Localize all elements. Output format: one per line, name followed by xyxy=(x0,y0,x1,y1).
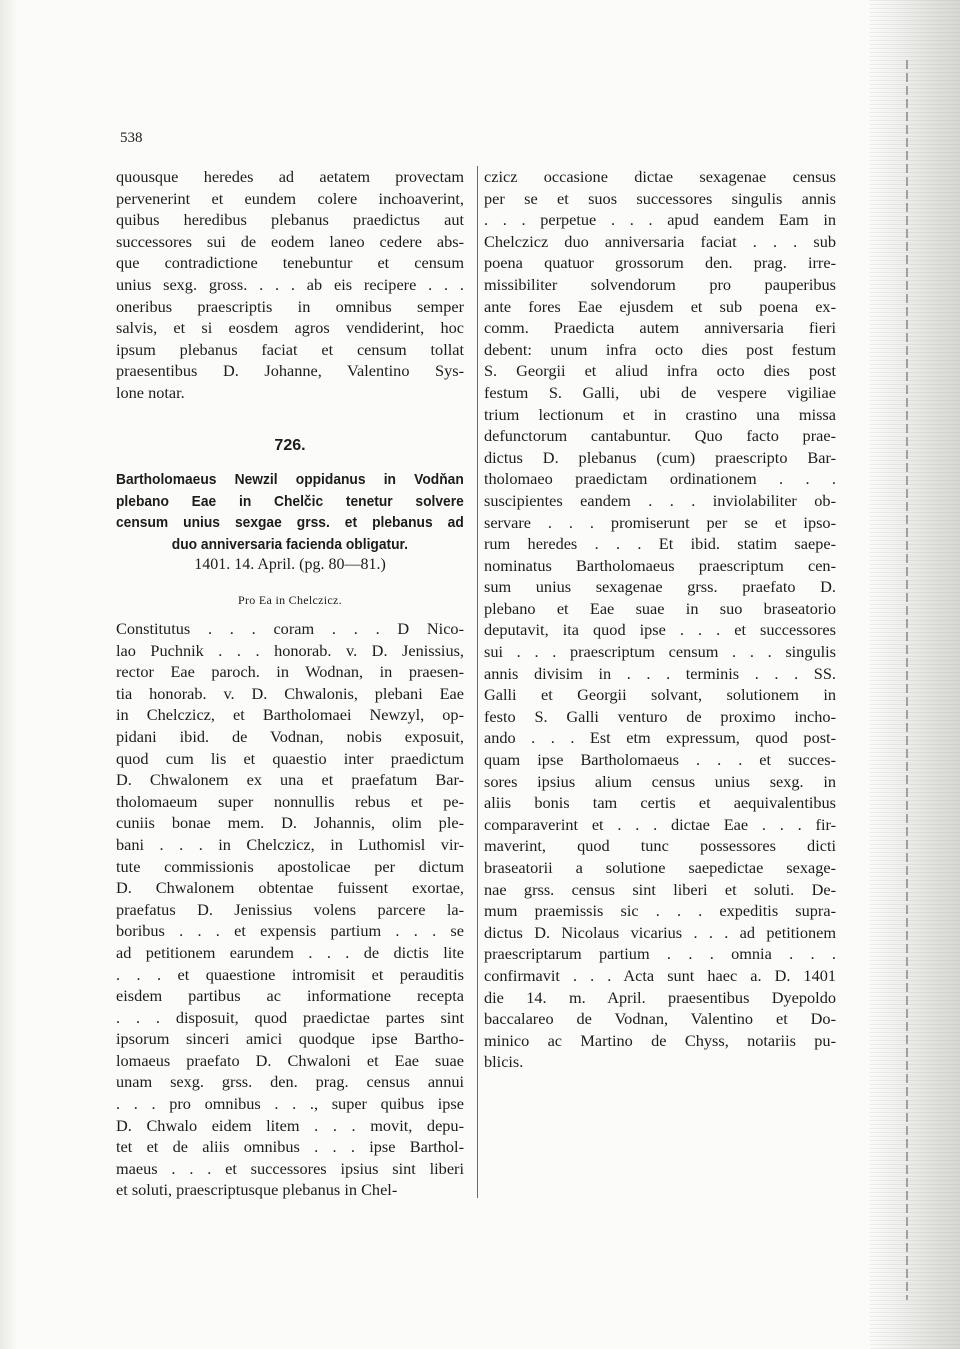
text-line: ad petitionem earundem . . . de dictis lite xyxy=(116,942,464,962)
text-line: censum unius sexgae grss. et plebanus ad xyxy=(116,514,464,532)
text-line: lone notar. xyxy=(116,382,185,402)
text-line: tia honorab. v. D. Chwalonis, plebani Eae xyxy=(116,683,464,703)
text-line: festo S. Galli venturo de proximo incho- xyxy=(484,706,836,726)
text-line: poena quatuor grossorum den. prag. irre- xyxy=(484,253,836,273)
text-line: deputavit, ita quod ipse . . . et successores xyxy=(484,620,836,640)
text-line: rector Eae paroch. in Wodnan, in praesen- xyxy=(116,662,464,682)
text-line: servare . . . promiserunt per se et ipso- xyxy=(484,512,836,532)
text-line: tholomaeum super nonnullis rebus et pe- xyxy=(116,791,464,811)
text-line: suscipientes eandem . . . inviolabiliter ob- xyxy=(484,490,836,510)
text-line: plebano Eae in Chelčic tenetur solvere xyxy=(116,492,464,510)
text-line: boribus . . . et expensis partium . . . se xyxy=(116,921,464,941)
right-column-text xyxy=(484,166,836,1073)
text-line: annis divisim in . . . terminis . . . SS. xyxy=(484,663,836,683)
text-line: quibus heredibus plebanus praedictus aut xyxy=(116,210,464,230)
text-line: pervenerint et eundem colere inchoaverint, xyxy=(116,188,464,208)
text-line: maverint, quod tunc possessores dicti xyxy=(484,836,836,856)
text-line: tet et de aliis omnibus . . . ipse Barthol- xyxy=(116,1137,464,1157)
text-line: eisdem partibus ac informatione recepta xyxy=(116,986,464,1006)
text-line: unius sexg. gross. . . . ab eis recipere . . . xyxy=(116,274,464,294)
text-line: lao Puchnik . . . honorab. v. D. Jenissius, xyxy=(116,640,464,660)
text-line: lomaeus praefato D. Chwaloni et Eae suae xyxy=(116,1050,464,1070)
text-line: D. Chwalo eidem litem . . . movit, depu- xyxy=(116,1115,464,1135)
column-divider xyxy=(477,166,478,1198)
text-line: praescriptarum partium . . . omnia . . . xyxy=(484,944,836,964)
text-line: ante fores Eae ejusdem et sub poena ex- xyxy=(484,296,836,316)
text-line: festum S. Galli, ubi de vespere vigiliae xyxy=(484,382,836,402)
text-line: missibiliter solvendorum pro pauperibus xyxy=(484,274,836,294)
text-line: unam sexg. grss. den. prag. census annui xyxy=(116,1072,464,1092)
scan-shadow-left xyxy=(0,0,18,1349)
text-line: Galli et Georgii solvant, solutionem in xyxy=(484,685,836,705)
text-line: sui . . . praescriptum censum . . . singulis xyxy=(484,642,836,662)
text-line: dictus D. Nicolaus vicarius . . . ad petitionem xyxy=(484,922,836,942)
scan-shadow-right xyxy=(870,0,960,1349)
text-line: braseatorii a solutione saepedictae sexage- xyxy=(484,858,836,877)
text-line: quousque heredes ad aetatem provectam xyxy=(116,167,464,186)
text-line: blicis. xyxy=(484,1052,524,1072)
text-line: cuniis bonae mem. D. Johannis, olim ple- xyxy=(116,813,464,833)
text-line: . . . perpetue . . . apud eandem Eam in xyxy=(484,210,836,230)
text-line: quod cum lis et quaestio inter praedictum xyxy=(116,748,464,768)
text-line: confirmavit . . . Acta sunt haec a. D. 1401 xyxy=(484,965,836,985)
text-line: D. Chwalonem obtentae fuissent exortae, xyxy=(116,878,464,898)
left-column-body-text xyxy=(116,618,464,1201)
text-line: comm. Praedicta autem anniversaria fieri xyxy=(484,318,836,338)
text-line: praesentibus D. Johanne, Valentino Sys- xyxy=(116,361,464,381)
text-line: nominatus Bartholomaeus praescriptum cen- xyxy=(484,555,836,575)
text-line: pidani ibid. de Vodnan, nobis exposuit, xyxy=(116,726,464,746)
text-line: quam ipse Bartholomaeus . . . et succes- xyxy=(484,750,836,770)
text-line: trium lectionum et in crastino una missa xyxy=(484,404,836,424)
document-date: 1401. 14. April. (pg. 80—81.) xyxy=(194,556,386,573)
text-line: maeus . . . et successores ipsius sint liberi xyxy=(116,1158,464,1178)
text-line: ipsum plebanus faciat et censum tollat xyxy=(116,339,464,359)
text-line: praefatus D. Jenissius volens parcere la- xyxy=(116,899,464,919)
text-line: debent: unum infra octo dies post festum xyxy=(484,339,836,359)
text-line: minico ac Martino de Chyss, notariis pu- xyxy=(484,1030,836,1050)
text-line: salvis, et si eosdem agros vendiderint, hoc xyxy=(116,318,464,338)
text-line: czicz occasione dictae sexagenae census xyxy=(484,167,836,186)
text-line: . . . et quaestione intromisit et perauditis xyxy=(116,964,464,984)
text-line: in Chelczicz, et Bartholomaei Newzyl, op- xyxy=(116,705,464,725)
page-number: 538 xyxy=(120,130,143,146)
text-line: nae grss. census sint liberi et soluti. De- xyxy=(484,879,836,899)
text-line: rum heredes . . . Et ibid. statim saepe- xyxy=(484,534,836,554)
text-line: plebano et Eae suae in suo braseatorio xyxy=(484,598,836,618)
text-line: . . . pro omnibus . . ., super quibus ipse xyxy=(116,1094,464,1114)
text-line: S. Georgii et aliud infra octo dies post xyxy=(484,361,836,381)
text-line: que contradictione tenebuntur et censum xyxy=(116,253,464,273)
text-line: baccalareo de Vodnan, Valentino et Do- xyxy=(484,1009,836,1029)
document-caption: Pro Ea in Chelczicz. xyxy=(238,593,342,607)
text-line: bani . . . in Chelczicz, in Luthomisl vir- xyxy=(116,834,464,854)
text-line: aliis bonis tam certis et aequivalentibus xyxy=(484,793,836,813)
text-line: sores ipsius alium census unius sexg. in xyxy=(484,771,836,791)
text-line: tute commissionis apostolicae per dictum xyxy=(116,856,464,876)
text-line: duo anniversaria facienda obligatur. xyxy=(171,535,408,553)
text-line: . . . disposuit, quod praedictae partes sint xyxy=(116,1007,464,1027)
text-line: per se et suos successores singulis annis xyxy=(484,188,836,208)
text-line: tholomaeo praedictam ordinationem . . . xyxy=(484,469,836,489)
text-line: comparaverint et . . . dictae Eae . . . fir- xyxy=(484,814,836,834)
text-line: Bartholomaeus Newzil oppidanus in Vodňan xyxy=(116,471,464,488)
text-line: dictus D. plebanus (cum) praescripto Bar- xyxy=(484,447,836,467)
text-line: Constitutus . . . coram . . . D Nico- xyxy=(116,619,464,638)
document-number: 726. xyxy=(274,437,306,454)
scan-binding-edge xyxy=(906,60,908,1300)
text-line: ando . . . Est etm expressum, quod post- xyxy=(484,728,836,748)
text-line: sum unius sexagenae grss. praefato D. xyxy=(484,577,836,597)
text-line: Chelczicz duo anniversaria faciat . . . sub xyxy=(484,231,836,251)
text-line: et soluti, praescriptusque plebanus in Chel- xyxy=(116,1180,398,1200)
text-line: defunctorum cantabuntur. Quo facto prae- xyxy=(484,426,836,446)
text-line: die 14. m. April. praesentibus Dyepoldo xyxy=(484,987,836,1007)
text-line: mum praemissis sic . . . expeditis supra- xyxy=(484,901,836,921)
document-heading xyxy=(116,469,464,555)
text-line: oneribus praescriptis in omnibus semper xyxy=(116,296,464,316)
text-line: D. Chwalonem ex una et praefatum Bar- xyxy=(116,770,464,790)
left-column-top-text xyxy=(116,166,464,404)
text-line: successores sui de eodem laneo cedere abs- xyxy=(116,231,464,251)
text-line: ipsorum sinceri amici quodque ipse Bartho- xyxy=(116,1029,464,1049)
